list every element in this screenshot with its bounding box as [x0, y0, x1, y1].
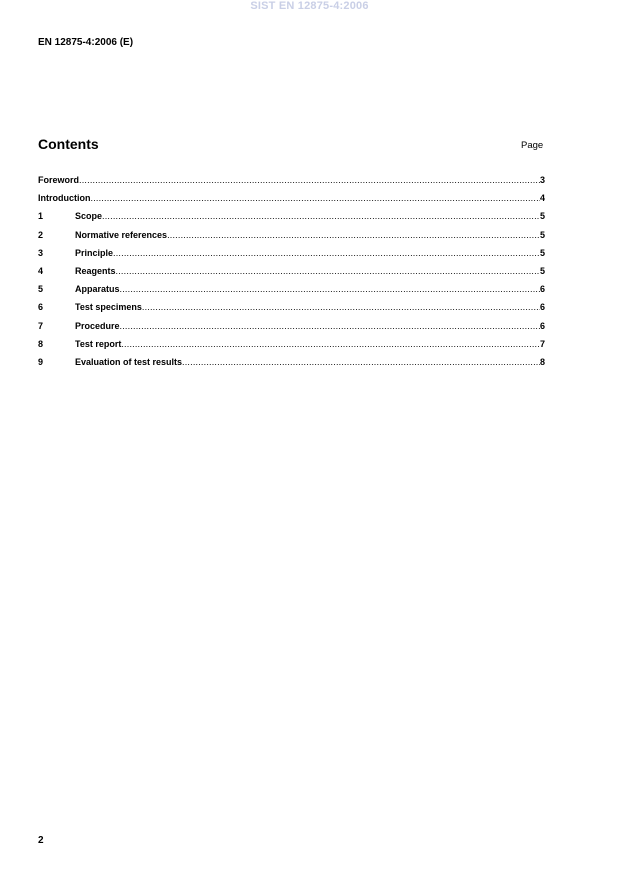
toc-entry-page: 5: [539, 229, 545, 240]
toc-leader-dots: [120, 321, 540, 331]
toc-entry-test-report[interactable]: [38, 339, 545, 357]
toc-entry-title: Principle: [75, 247, 114, 258]
toc-entry-scope[interactable]: [38, 211, 545, 229]
toc-entry-number: 8: [38, 338, 44, 349]
toc-leader-dots: [79, 175, 540, 185]
toc-entry-page: 4: [539, 193, 545, 204]
toc-leader-dots: [121, 339, 540, 349]
toc-entry-title: Apparatus: [75, 284, 120, 295]
toc-entry-title: Scope: [75, 211, 103, 222]
table-of-contents: [38, 175, 545, 375]
toc-entry-foreword[interactable]: [38, 175, 545, 193]
toc-entry-title: Test report: [75, 338, 122, 349]
toc-entry-number: 7: [38, 320, 44, 331]
document-id: EN 12875-4:2006 (E): [38, 37, 134, 48]
toc-entry-number: 9: [38, 356, 44, 367]
toc-entry-page: 6: [539, 284, 545, 295]
toc-entry-page: 5: [539, 211, 545, 222]
toc-entry-test-specimens[interactable]: [38, 302, 545, 320]
toc-leader-dots: [113, 248, 540, 258]
toc-leader-dots: [91, 193, 540, 203]
toc-entry-number: 6: [38, 302, 44, 313]
toc-entry-number: 3: [38, 247, 44, 258]
page-column-label: Page: [521, 140, 544, 151]
toc-entry-page: 3: [539, 175, 545, 185]
watermark: SIST EN 12875-4:2006: [250, 0, 369, 12]
toc-entry-procedure[interactable]: [38, 321, 545, 339]
toc-entry-title: Foreword: [38, 175, 80, 185]
toc-leader-dots: [182, 357, 540, 367]
toc-entry-principle[interactable]: [38, 248, 545, 266]
toc-entry-number: 5: [38, 284, 44, 295]
toc-entry-page: 6: [539, 302, 545, 313]
toc-entry-page: 5: [539, 247, 545, 258]
toc-entry-number: 2: [38, 229, 44, 240]
contents-heading: Contents: [38, 136, 99, 152]
toc-leader-dots: [102, 211, 540, 221]
toc-leader-dots: [116, 266, 540, 276]
toc-leader-dots: [120, 284, 540, 294]
toc-leader-dots: [142, 302, 540, 312]
toc-entry-title: Evaluation of test results: [75, 356, 183, 367]
toc-entry-title: Reagents: [75, 265, 116, 276]
toc-entry-title: Test specimens: [75, 302, 142, 313]
toc-entry-title: Normative references: [75, 229, 168, 240]
toc-entry-normative-references[interactable]: [38, 230, 545, 248]
toc-entry-reagents[interactable]: [38, 266, 545, 284]
toc-leader-dots: [167, 230, 540, 240]
toc-entry-title: Introduction: [38, 193, 91, 204]
toc-entry-number: 4: [38, 265, 44, 276]
toc-entry-page: 8: [539, 356, 545, 367]
toc-entry-introduction[interactable]: [38, 193, 545, 211]
toc-entry-apparatus[interactable]: [38, 284, 545, 302]
toc-entry-page: 7: [539, 338, 545, 349]
toc-entry-evaluation-of-test-results[interactable]: [38, 357, 545, 375]
toc-entry-page: 6: [539, 320, 545, 331]
toc-entry-title: Procedure: [75, 320, 120, 331]
toc-entry-page: 5: [539, 265, 545, 276]
toc-entry-number: 1: [38, 211, 44, 222]
page-number: 2: [38, 835, 44, 846]
